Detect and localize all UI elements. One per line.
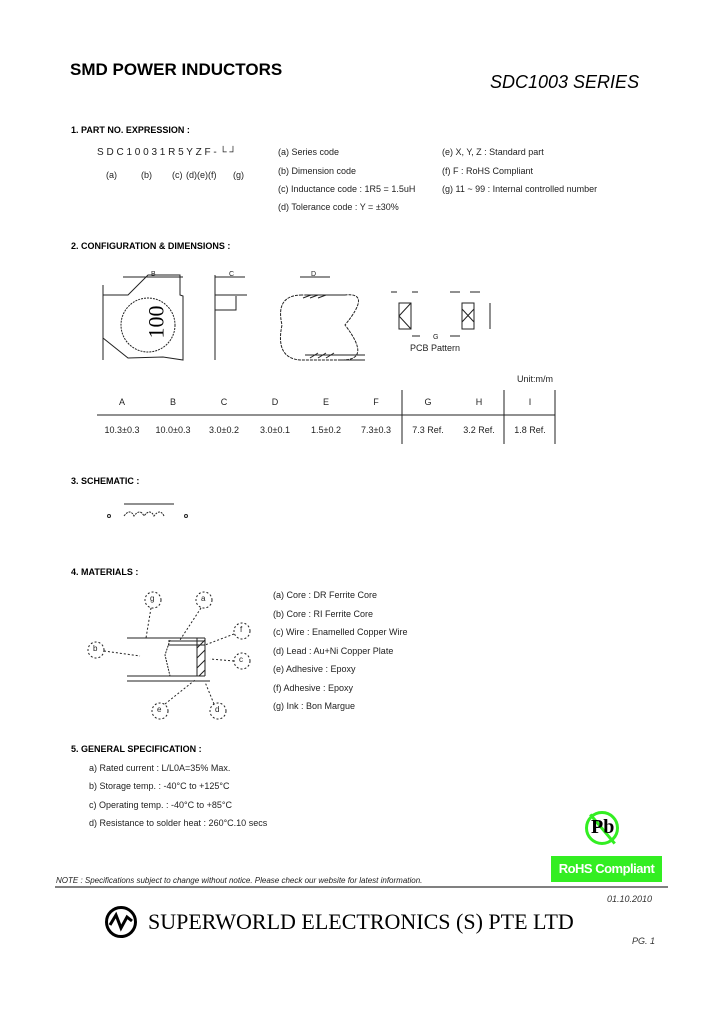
table-cell: 10.3±0.3 (104, 425, 140, 435)
schematic-heading: 3. SCHEMATIC : (71, 476, 140, 486)
material-item: (c) Wire : Enamelled Copper Wire (273, 627, 408, 637)
no-lead-icon (585, 811, 619, 845)
table-cell: 3.2 Ref. (463, 425, 495, 435)
spec-heading: 5. GENERAL SPECIFICATION : (71, 744, 202, 754)
table-header: H (475, 397, 483, 407)
callout-f: f (240, 625, 243, 634)
dim-letter: C (229, 271, 235, 278)
part-code: S D C 1 0 0 3 1 R 5 Y Z F - └ ┘ (97, 147, 237, 158)
company-name: SUPERWORLD ELECTRONICS (S) PTE LTD (148, 909, 574, 934)
dim-letter: G (433, 334, 439, 341)
code-label: (c) (172, 170, 183, 180)
spec-item: a) Rated current : L/L0A=35% Max. (89, 763, 231, 773)
pcb-pattern-label: PCB Pattern (410, 343, 461, 353)
table-header: D (271, 397, 279, 407)
table-cell: 7.3±0.3 (361, 425, 391, 435)
marking-text: 100 (143, 305, 169, 339)
table-cell: 1.5±0.2 (311, 425, 341, 435)
table-cell: 7.3 Ref. (412, 425, 444, 435)
page-number: PG. 1 (632, 936, 656, 946)
material-item: (b) Core : RI Ferrite Core (273, 609, 374, 619)
dim-letter: D (311, 271, 317, 278)
code-label: (g) (233, 170, 244, 180)
document-title: SMD POWER INDUCTORS (70, 60, 283, 79)
materials-heading: 4. MATERIALS : (71, 567, 139, 577)
code-desc: (e) X, Y, Z : Standard part (442, 147, 544, 157)
code-desc: (d) Tolerance code : Y = ±30% (278, 202, 399, 212)
spec-item: b) Storage temp. : -40°C to +125°C (89, 781, 230, 791)
code-desc: (c) Inductance code : 1R5 = 1.5uH (278, 184, 416, 194)
material-item: (e) Adhesive : Epoxy (273, 664, 356, 674)
callout-b: b (93, 644, 98, 653)
table-header: F (373, 397, 379, 407)
table-header: C (220, 397, 228, 407)
table-header: G (424, 397, 432, 407)
note-text: NOTE : Specifications subject to change without notice. Please check our website for latest information. (56, 876, 423, 885)
table-cell: 3.0±0.2 (209, 425, 239, 435)
table-cell: 3.0±0.1 (260, 425, 290, 435)
rohs-badge: RoHS Compliant (551, 856, 662, 882)
code-desc: (a) Series code (278, 147, 340, 157)
callout-c: c (239, 655, 243, 664)
part-no-heading: 1. PART NO. EXPRESSION : (71, 125, 190, 135)
callout-a: a (201, 594, 206, 603)
spec-item: c) Operating temp. : -40°C to +85°C (89, 800, 233, 810)
table-cell: 1.8 Ref. (514, 425, 546, 435)
callout-e: e (157, 705, 162, 714)
unit-label: Unit:m/m (517, 374, 553, 384)
series-title: SDC1003 SERIES (490, 72, 640, 92)
code-label: (b) (141, 170, 152, 180)
callout-g: g (150, 594, 155, 603)
code-label: (d)(e)(f) (186, 170, 217, 180)
dim-letter: B (151, 271, 156, 278)
table-header: B (169, 397, 176, 407)
table-header: A (118, 397, 125, 407)
config-heading: 2. CONFIGURATION & DIMENSIONS : (71, 241, 231, 251)
material-item: (a) Core : DR Ferrite Core (273, 590, 378, 600)
code-label: (a) (106, 170, 117, 180)
spec-item: d) Resistance to solder heat : 260°C.10 secs (89, 818, 268, 828)
code-desc: (g) 11 ~ 99 : Internal controlled number (442, 184, 598, 194)
material-item: (g) Ink : Bon Margue (273, 701, 356, 711)
company-logo-icon (105, 906, 137, 938)
material-item: (d) Lead : Au+Ni Copper Plate (273, 646, 394, 656)
table-header: E (322, 397, 329, 407)
callout-d: d (215, 705, 220, 714)
material-item: (f) Adhesive : Epoxy (273, 683, 354, 693)
table-cell: 10.0±0.3 (155, 425, 191, 435)
date: 01.10.2010 (607, 894, 653, 904)
pb-text: Pb (591, 816, 615, 838)
table-header: I (528, 397, 532, 407)
code-desc: (f) F : RoHS Compliant (442, 166, 534, 176)
code-desc: (b) Dimension code (278, 166, 357, 176)
